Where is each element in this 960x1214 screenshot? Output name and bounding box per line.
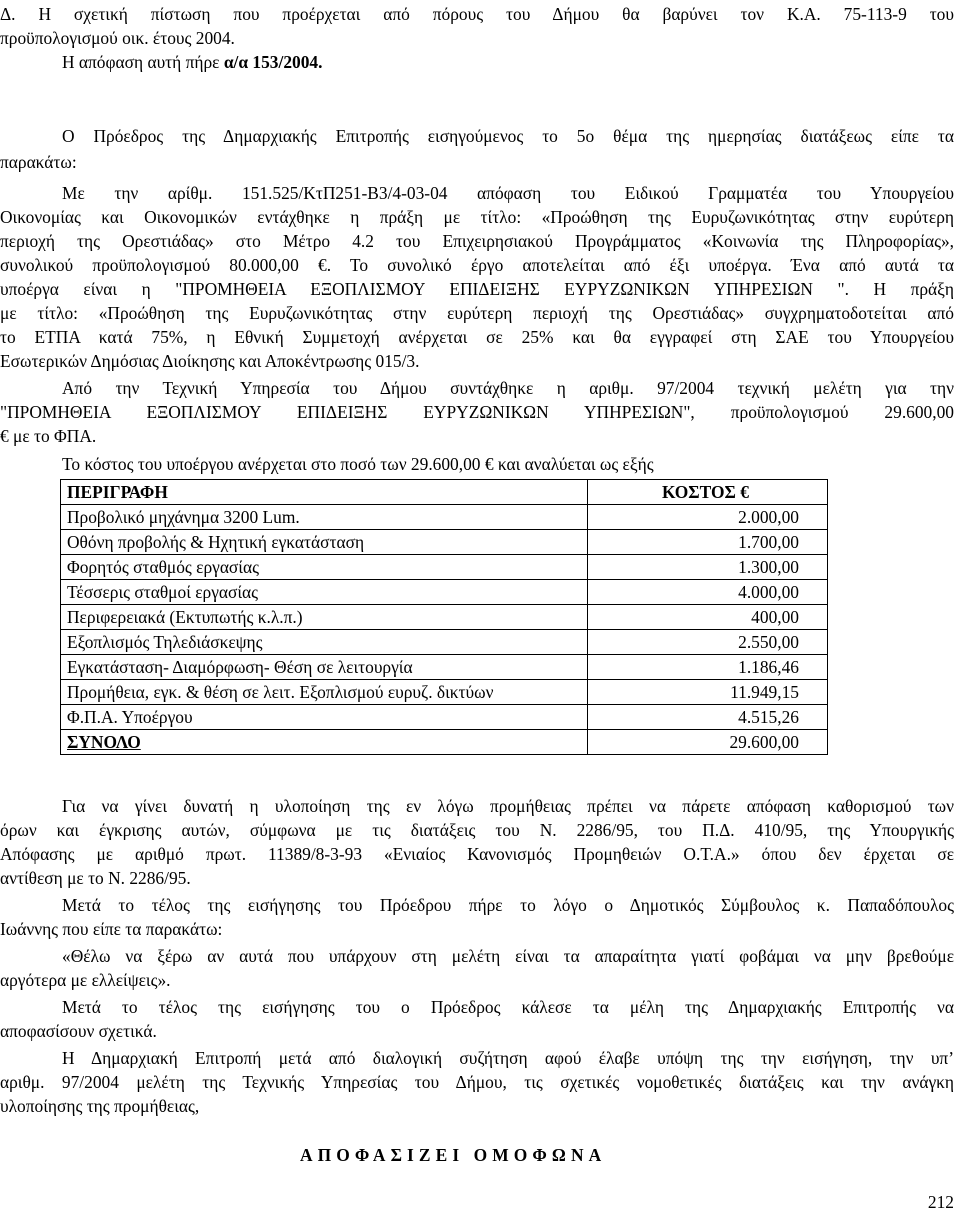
text-line: το ΕΤΠΑ κατά 75%, η Εθνική Συμμετοχή ανέρχεται σε 25% και θα εγγραφεί στη ΣΑΕ του Υπουργείου — [0, 327, 954, 347]
row-description: Φ.Π.Α. Υποέργου — [61, 705, 588, 730]
text-line: συνολικού προϋπολογισμού 80.000,00 €. Το συνολικό έργο αποτελείται από έξι υποέργα. Ένα από αυτά τα — [0, 255, 954, 275]
table-header-row — [61, 480, 828, 505]
table-total-row — [61, 730, 828, 755]
table-row — [61, 705, 828, 730]
text-line: Μετά το τέλος της εισήγησης του Πρόεδρου πήρε το λόγο ο Δημοτικός Σύμβουλος κ. Παπαδόπουλος — [62, 895, 954, 915]
text-line: Δ. Η σχετική πίστωση που προέρχεται από πόρους του Δήμου θα βαρύνει τον Κ.Α. 75-113-9 του — [0, 4, 954, 24]
text-line: Ιωάννης που είπε τα παρακάτω: — [0, 919, 223, 939]
row-cost: 1.300,00 — [588, 555, 828, 580]
text-span: Η απόφαση αυτή πήρε — [62, 52, 224, 72]
header-cost: ΚΟΣΤΟΣ € — [588, 480, 828, 505]
text-line: Το κόστος του υποέργου ανέρχεται στο ποσό των 29.600,00 € και αναλύεται ως εξής — [62, 454, 654, 474]
text-line: «Θέλω να ξέρω αν αυτά που υπάρχουν στη μελέτη είναι τα απαραίτητα γιατί φοβάμαι να μην βρεθούμε — [62, 946, 954, 966]
table-row — [61, 605, 828, 630]
table-row — [61, 530, 828, 555]
text-line: αποφασίσουν σχετικά. — [0, 1021, 157, 1041]
row-cost: 1.700,00 — [588, 530, 828, 555]
total-label: ΣΥΝΟΛΟ — [61, 730, 588, 755]
text-line: υποέργα είναι η "ΠΡΟΜΗΘΕΙΑ ΕΞΟΠΛΙΣΜΟΥ ΕΠΙΔΕΙΞΗΣ ΕΥΡΥΖΩΝΙΚΩΝ ΥΠΗΡΕΣΙΩΝ ". Η πράξη — [0, 279, 954, 299]
text-line: παρακάτω: — [0, 152, 77, 172]
row-description: Περιφερειακά (Εκτυπωτής κ.λ.π.) — [61, 605, 588, 630]
text-line: αργότερα με ελλείψεις». — [0, 970, 171, 990]
decision-heading: ΑΠΟΦΑΣΙΖΕΙ ΟΜΟΦΩΝΑ — [300, 1145, 607, 1165]
text-line: Ο Πρόεδρος της Δημαρχιακής Επιτροπής εισηγούμενος το 5ο θέμα της ημερησίας διατάξεως είπε τα — [62, 126, 954, 146]
text-line: με τίτλο: «Προώθηση της Ευρυζωνικότητας στην ευρύτερη περιοχή της Ορεστιάδας» συγχρηματοδοτείται από — [0, 303, 954, 323]
row-cost: 4.000,00 — [588, 580, 828, 605]
table-row — [61, 555, 828, 580]
text-line: Μετά το τέλος της εισήγησης του ο Πρόεδρος κάλεσε τα μέλη της Δημαρχιακής Επιτροπής να — [62, 997, 954, 1017]
text-line: όρων και έγκρισης αυτών, σύμφωνα με τις διατάξεις του Ν. 2286/95, του Π.Δ. 410/95, της Υπουργικής — [0, 820, 954, 840]
text-line: Η Δημαρχιακή Επιτροπή μετά από διαλογική συζήτηση αφού έλαβε υπόψη της την εισήγηση, την υπ’ — [62, 1048, 954, 1068]
row-cost: 1.186,46 — [588, 655, 828, 680]
row-cost: 2.550,00 — [588, 630, 828, 655]
text-line: υλοποίησης της προμήθειας, — [0, 1096, 200, 1116]
text-line: Για να γίνει δυνατή η υλοποίηση της εν λόγω προμήθειας πρέπει να πάρετε απόφαση καθορισμού των — [62, 796, 954, 816]
row-description: Προμήθεια, εγκ. & θέση σε λειτ. Εξοπλισμού ευρυζ. δικτύων — [61, 680, 588, 705]
text-line: αριθμ. 97/2004 μελέτη της Τεχνικής Υπηρεσίας του Δήμου, τις σχετικές νομοθετικές διατάξεις και την ανάγκη — [0, 1072, 954, 1092]
table-row — [61, 680, 828, 705]
table-row — [61, 655, 828, 680]
row-description: Εξοπλισμός Τηλεδιάσκεψης — [61, 630, 588, 655]
text-line: Οικονομίας και Οικονομικών εντάχθηκε η πράξη με τίτλο: «Προώθηση της Ευρυζωνικότητας στην ευρύτερη — [0, 207, 954, 227]
row-cost: 4.515,26 — [588, 705, 828, 730]
row-cost: 400,00 — [588, 605, 828, 630]
text-line: Με την αρίθμ. 151.525/ΚτΠ251-Β3/4-03-04 απόφαση του Ειδικού Γραμματέα του Υπουργείου — [62, 183, 954, 203]
table-row — [61, 580, 828, 605]
row-description: Εγκατάσταση- Διαμόρφωση- Θέση σε λειτουργία — [61, 655, 588, 680]
total-cost: 29.600,00 — [588, 730, 828, 755]
row-cost: 2.000,00 — [588, 505, 828, 530]
row-description: Φορητός σταθμός εργασίας — [61, 555, 588, 580]
text-line: αντίθεση με το Ν. 2286/95. — [0, 868, 191, 888]
header-description: ΠΕΡΙΓΡΑΦΗ — [61, 480, 588, 505]
text-line: Από την Τεχνική Υπηρεσία του Δήμου συντάχθηκε η αριθμ. 97/2004 τεχνική μελέτη για την — [62, 378, 954, 398]
text-line: € με το ΦΠΑ. — [0, 426, 97, 446]
text-line: περιοχή της Ορεστιάδας» στο Μέτρο 4.2 του Επιχειρησιακού Προγράμματος «Κοινωνία της Πληροφορίας», — [0, 231, 954, 251]
text-line: "ΠΡΟΜΗΘΕΙΑ ΕΞΟΠΛΙΣΜΟΥ ΕΠΙΔΕΙΞΗΣ ΕΥΡΥΖΩΝΙΚΩΝ ΥΠΗΡΕΣΙΩΝ", προϋπολογισμού 29.600,00 — [0, 402, 954, 422]
cost-table — [60, 479, 828, 755]
text-line: προϋπολογισμού οικ. έτους 2004. — [0, 28, 235, 48]
text-line: Απόφασης με αριθμό πρωτ. 11389/8-3-93 «Ενιαίος Κανονισμός Προμηθειών Ο.Τ.Α.» όπου δεν έρχεται σε — [0, 844, 954, 864]
table-row — [61, 505, 828, 530]
row-description: Προβολικό μηχάνημα 3200 Lum. — [61, 505, 588, 530]
page-number: 212 — [927, 1192, 954, 1212]
text-line — [62, 50, 322, 74]
row-description: Τέσσερις σταθμοί εργασίας — [61, 580, 588, 605]
row-cost: 11.949,15 — [588, 680, 828, 705]
row-description: Οθόνη προβολής & Ηχητική εγκατάσταση — [61, 530, 588, 555]
decision-number: α/α 153/2004. — [223, 52, 323, 72]
table-row — [61, 630, 828, 655]
text-line: Εσωτερικών Δημόσιας Διοίκησης και Αποκέντρωσης 015/3. — [0, 351, 420, 371]
